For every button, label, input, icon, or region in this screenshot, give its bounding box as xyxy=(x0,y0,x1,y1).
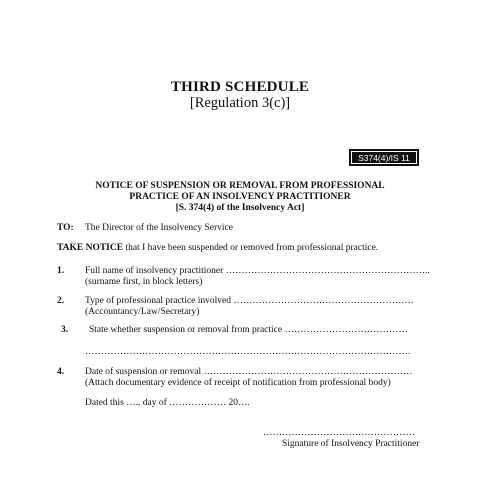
take-notice-statement xyxy=(57,243,378,253)
schedule-title: THIRD SCHEDULE xyxy=(170,79,310,95)
to-recipient: The Director of the Insolvency Service xyxy=(85,223,233,233)
take-notice-bold: TAKE NOTICE xyxy=(57,243,124,253)
notice-heading-line-3: [S. 374(4) of the Insolvency Act] xyxy=(175,203,305,213)
item-number: 1. xyxy=(57,266,65,276)
to-label: TO: xyxy=(57,223,74,233)
item-note: (surname first, in block letters) xyxy=(85,277,203,287)
signature-line: ………………………………………… xyxy=(263,428,415,438)
item-practice-type: Type of professional practice involved ………………………………………………… xyxy=(85,296,414,306)
regulation-reference: [Regulation 3(c)] xyxy=(189,95,291,111)
take-notice-text: that I have been suspended or removed from professional practice. xyxy=(123,243,379,253)
item-note: (Attach documentary evidence of receipt of notification from professional body) xyxy=(85,378,391,388)
form-code-box: S374(4)/IS 11 xyxy=(349,149,419,166)
dated-line: Dated this ….. day of ……………… 20…. xyxy=(85,398,250,408)
signature-label: Signature of Insolvency Practitioner xyxy=(282,439,420,449)
notice-heading-line-1: NOTICE OF SUSPENSION OR REMOVAL FROM PROFESSIONAL xyxy=(95,181,385,191)
notice-heading-line-2: PRACTICE OF AN INSOLVENCY PRACTITIONER xyxy=(129,192,351,202)
item-number: 4. xyxy=(57,367,65,377)
item-number: 2. xyxy=(57,296,65,306)
item-number: 3. xyxy=(61,325,69,335)
item-date: Date of suspension or removal ………………………………………………………… xyxy=(85,367,413,377)
item-suspension-or-removal: State whether suspension or removal from practice ………………………………… xyxy=(89,325,408,335)
item-note: (Accountancy/Law/Secretary) xyxy=(85,307,200,317)
item-continuation-line: …………………………………………………………………………………………. xyxy=(85,347,411,357)
item-full-name: Full name of insolvency practitioner ……………………………………………………….. xyxy=(85,266,430,276)
